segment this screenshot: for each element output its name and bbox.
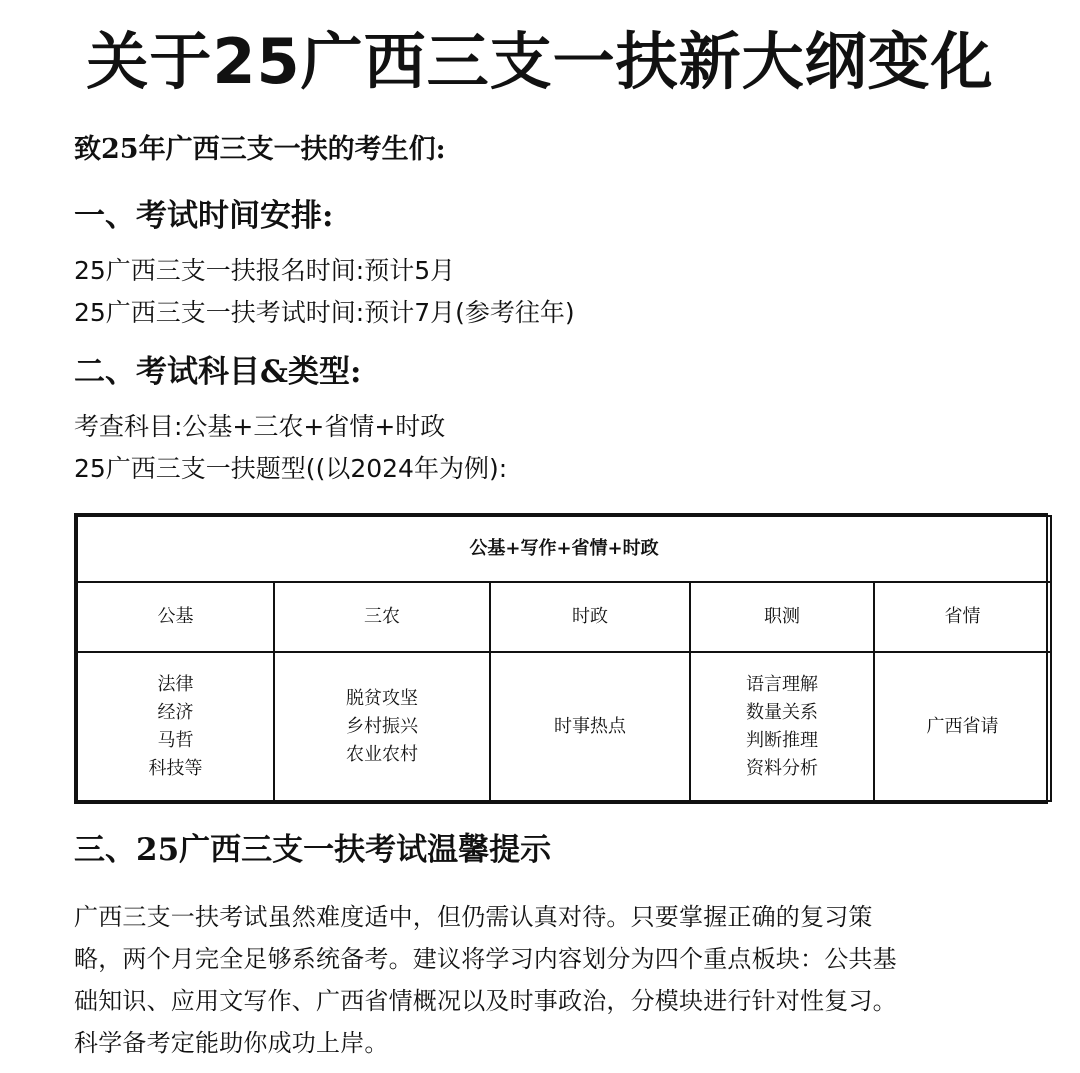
cell-item: 经济 <box>157 701 194 723</box>
page-title: 关于25广西三支一扶新大纲变化 <box>86 25 994 98</box>
paragraph-line: 础知识、应用文写作、广西省情概况以及时事政治，分模块进行针对性复习。 <box>74 987 897 1015</box>
tips-paragraph <box>74 896 1074 1064</box>
table-cell-sannong <box>274 652 490 801</box>
table-cell-zhice <box>690 652 874 801</box>
table-header-cell: 公基+写作+省情+时政 <box>77 516 1051 582</box>
table-cell-gongji <box>77 652 274 801</box>
exam-content-table <box>74 513 1048 804</box>
column-header-shizheng: 时政 <box>490 582 690 652</box>
cell-item: 法律 <box>157 673 194 695</box>
paragraph-line: 广西三支一扶考试虽然难度适中，但仍需认真对待。只要掌握正确的复习策 <box>74 903 873 931</box>
column-header-zhice: 职测 <box>690 582 874 652</box>
cell-item: 科技等 <box>148 757 203 779</box>
section-heading-subjects: 二、考试科目&类型: <box>74 354 362 390</box>
cell-item: 脱贫攻坚 <box>346 687 418 709</box>
cell-item: 判断推理 <box>746 729 818 751</box>
cell-item: 马哲 <box>157 729 194 751</box>
column-header-shengqing: 省情 <box>874 582 1051 652</box>
exam-time-line: 25广西三支一扶考试时间:预计7月(参考往年) <box>74 298 575 327</box>
cell-item: 乡村振兴 <box>346 715 418 737</box>
section-heading-schedule: 一、考试时间安排: <box>74 198 334 234</box>
registration-time-line: 25广西三支一扶报名时间:预计5月 <box>74 256 456 285</box>
cell-item: 广西省请 <box>926 715 999 737</box>
paragraph-line: 科学备考定能助你成功上岸。 <box>74 1029 389 1057</box>
greeting-line: 致25年广西三支一扶的考生们: <box>74 134 446 165</box>
question-types-line: 25广西三支一扶题型((以2024年为例): <box>74 454 508 483</box>
column-header-sannong: 三农 <box>274 582 490 652</box>
column-header-gongji: 公基 <box>77 582 274 652</box>
cell-item: 语言理解 <box>746 673 818 695</box>
cell-item: 资料分析 <box>746 757 818 779</box>
cell-item: 数量关系 <box>746 701 818 723</box>
table-cell-shengqing <box>874 652 1051 801</box>
table-cell-shizheng <box>490 652 690 801</box>
cell-item: 农业农村 <box>346 743 418 765</box>
subjects-line: 考查科目:公基+三农+省情+时政 <box>74 412 446 441</box>
cell-item: 时事热点 <box>554 715 626 737</box>
paragraph-line: 略，两个月完全足够系统备考。建议将学习内容划分为四个重点板块：公共基 <box>74 945 897 973</box>
section-heading-tips: 三、25广西三支一扶考试温馨提示 <box>74 832 552 868</box>
